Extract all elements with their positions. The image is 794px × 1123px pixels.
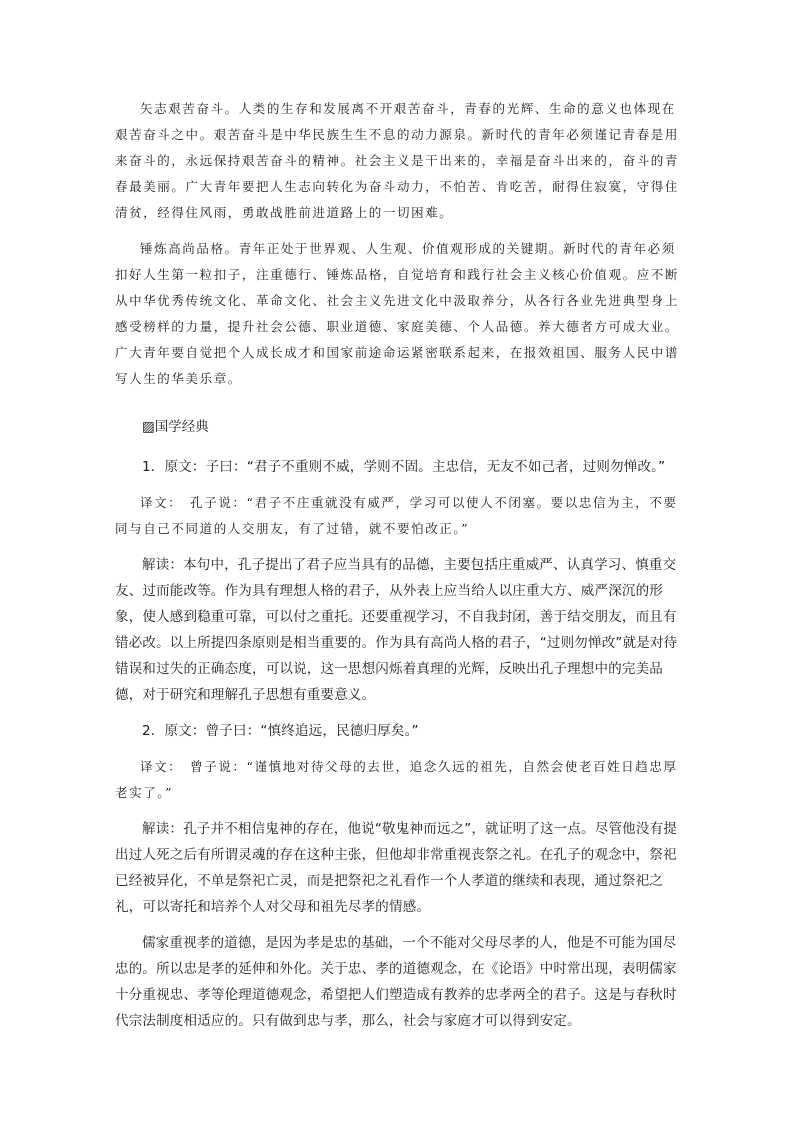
section-heading [115,414,680,440]
entry-1-original: 1．原文：子曰：“君子不重则不威，学则不固。主忠信，无友不如己者，过则勿惮改。” [142,459,666,475]
intro-paragraph-2: 锤炼高尚品格。青年正处于世界观、人生观、价值观形成的关键期。新时代的青年必须扣好人生第一粒扣子，注重德行、锤炼品格，自觉培育和践行社会主义核心价值观。应不断从中华优秀传统文化、革命文化、社会主义先进文化中汲取养分，从各行各业先进典型身上感受榜样的力量，提升社会公德、职业道德、家庭美德、个人品德。养大德者方可成大业。广大青年要自觉把个人成长成才和国家前途命运紧密联系起来，在报效祖国、服务人民中谱写人生的华美乐章。 [115,241,680,386]
entry-1-translation: 译文： 孔子说：“君子不庄重就没有威严，学习可以使人不闭塞。要以忠信为主，不要同与自己不同道的人交朋友，有了过错，就不要怕改正。” [115,495,678,536]
section-marker-icon: ▨ [142,419,155,435]
section-title: 国学经典 [154,419,209,435]
entry-2-original: 2．原文：曾子曰：“慎终追远，民德归厚矣。” [142,723,419,739]
document-body [115,96,680,1044]
entry-2-commentary-1: 解读：孔子并不相信鬼神的存在，他说“敬鬼神而远之”，就证明了这一点。尽管他没有提出过人死之后有所谓灵魂的存在这种主张，但他却非常重视丧祭之礼。在孔子的观念中，祭祀已经被异化，不单是祭祀亡灵，而是把祭祀之礼看作一个人孝道的继续和表现，通过祭祀之礼，可以寄托和培养个人对父母和祖先尽孝的情感。 [115,821,677,915]
entry-2-translation: 译文： 曾子说：“谨慎地对待父母的去世，追念久远的祖先，自然会使老百姓日趋忠厚老实了。” [115,759,678,800]
entry-2-commentary-2: 儒家重视孝的道德，是因为孝是忠的基础，一个不能对父母尽孝的人，他是不可能为国尽忠的。所以忠是孝的延伸和外化。关于忠、孝的道德观念，在《论语》中时常出现，表明儒家十分重视忠、孝等伦理道德观念，希望把人们塑造成有教养的忠孝两全的君子。这是与春秋时代宗法制度相适应的。只有做到忠与孝，那么，社会与家庭才可以得到安定。 [115,935,677,1029]
entry-1-commentary: 解读：本句中，孔子提出了君子应当具有的品德，主要包括庄重威严、认真学习、慎重交友、过而能改等。作为具有理想人格的君子，从外表上应当给人以庄重大方、威严深沉的形象，使人感到稳重可靠，可以付之重托。还要重视学习，不自我封闭，善于结交朋友，而且有错必改。以上所提四条原则是相当重要的。作为具有高尚人格的君子，“过则勿惮改”就是对待错误和过失的正确态度，可以说，这一思想闪烁着真理的光辉，反映出孔子理想中的完美品德，对于研究和理解孔子思想有重要意义。 [115,557,678,703]
intro-paragraph-1: 矢志艰苦奋斗。人类的生存和发展离不开艰苦奋斗，青春的光辉、生命的意义也体现在艰苦奋斗之中。艰苦奋斗是中华民族生生不息的动力源泉。新时代的青年必须谨记青春是用来奋斗的，永远保持艰苦奋斗的精神。社会主义是干出来的，幸福是奋斗出来的，奋斗的青春最美丽。广大青年要把人生志向转化为奋斗动力，不怕苦、肯吃苦，耐得住寂寞，守得住清贫，经得住风雨，勇敢战胜前进道路上的一切困难。 [115,101,680,220]
